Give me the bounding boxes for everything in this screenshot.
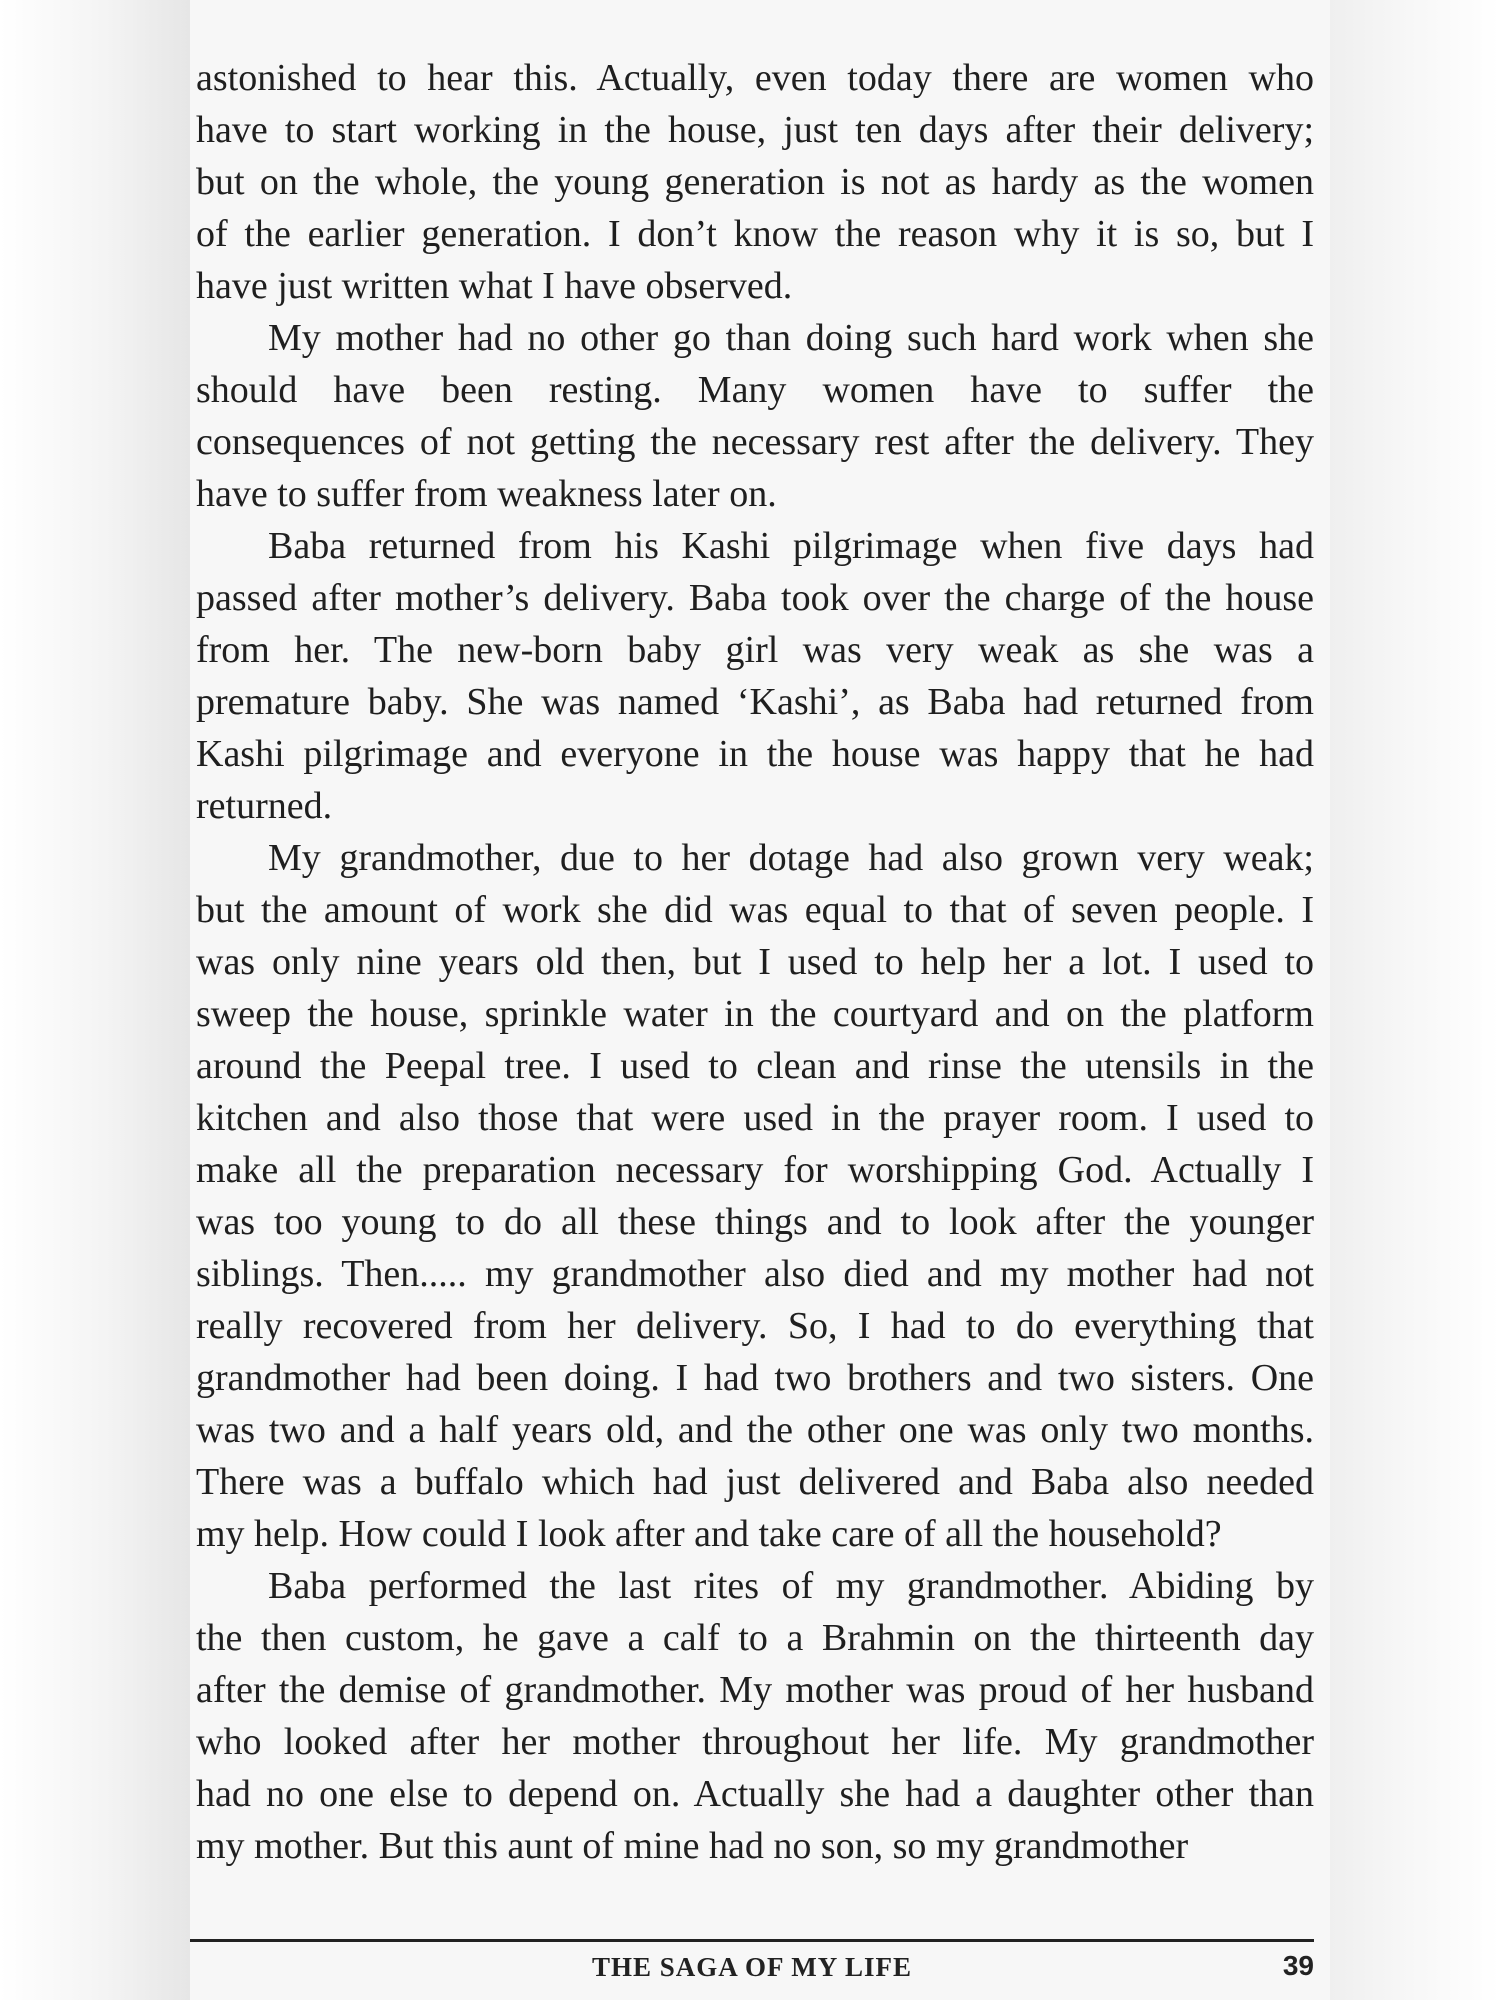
text-line: have to start working in the house, just ten days after their delivery;	[196, 109, 1314, 151]
text-line: Baba returned from his Kashi pilgrimage when five days had	[268, 525, 1314, 567]
text-line: siblings. Then..... my grandmother also died and my mother had not	[196, 1253, 1314, 1295]
text-line: Baba performed the last rites of my grandmother. Abiding by	[268, 1565, 1314, 1607]
paragraph	[196, 312, 1314, 520]
text-line: kitchen and also those that were used in the prayer room. I used to	[196, 1097, 1314, 1139]
text-line: was too young to do all these things and to look after the younger	[196, 1201, 1314, 1243]
page-number: 39	[1282, 1950, 1314, 1981]
book-page	[190, 0, 1330, 2000]
text-line: my help. How could I look after and take care of all the household?	[196, 1513, 1222, 1555]
text-line: but on the whole, the young generation is not as hardy as the women	[196, 161, 1314, 203]
text-line: sweep the house, sprinkle water in the courtyard and on the platform	[196, 993, 1314, 1035]
text-line: astonished to hear this. Actually, even today there are women who	[196, 57, 1314, 99]
paragraph	[196, 832, 1314, 1560]
text-line: who looked after her mother throughout her life. My grandmother	[196, 1721, 1314, 1763]
text-line: have to suffer from weakness later on.	[196, 473, 777, 515]
text-line: returned.	[196, 785, 333, 827]
book-gutter-shadow	[0, 0, 190, 2000]
text-line: Kashi pilgrimage and everyone in the house was happy that he had	[196, 733, 1314, 775]
text-line: premature baby. She was named ‘Kashi’, as Baba had returned from	[196, 681, 1314, 723]
text-line: was two and a half years old, and the other one was only two months.	[196, 1409, 1314, 1451]
text-line: after the demise of grandmother. My mother was proud of her husband	[196, 1669, 1314, 1711]
text-line: from her. The new-born baby girl was very weak as she was a	[196, 629, 1314, 671]
text-line: grandmother had been doing. I had two brothers and two sisters. One	[196, 1357, 1314, 1399]
text-line: My mother had no other go than doing such hard work when she	[268, 317, 1314, 359]
paragraph	[196, 1560, 1314, 1872]
footer-rule	[190, 1939, 1314, 1942]
text-line: really recovered from her delivery. So, I had to do everything that	[196, 1305, 1314, 1347]
text-line: the then custom, he gave a calf to a Brahmin on the thirteenth day	[196, 1617, 1314, 1659]
text-line: consequences of not getting the necessary rest after the delivery. They	[196, 421, 1314, 463]
text-line: There was a buffalo which had just delivered and Baba also needed	[196, 1461, 1314, 1503]
text-line: but the amount of work she did was equal to that of seven people. I	[196, 889, 1314, 931]
running-footer-title: THE SAGA OF MY LIFE	[591, 1952, 913, 1982]
text-line: had no one else to depend on. Actually she had a daughter other than	[196, 1773, 1314, 1815]
text-line: passed after mother’s delivery. Baba took over the charge of the house	[196, 577, 1314, 619]
text-line: was only nine years old then, but I used to help her a lot. I used to	[196, 941, 1314, 983]
text-line: my mother. But this aunt of mine had no son, so my grandmother	[196, 1825, 1189, 1867]
text-line: of the earlier generation. I don’t know the reason why it is so, but I	[196, 213, 1314, 255]
text-line: should have been resting. Many women have to suffer the	[196, 369, 1314, 411]
paragraph	[196, 52, 1314, 312]
text-line: around the Peepal tree. I used to clean and rinse the utensils in the	[196, 1045, 1314, 1087]
text-line: My grandmother, due to her dotage had also grown very weak;	[268, 837, 1314, 879]
text-line: have just written what I have observed.	[196, 265, 793, 307]
page-edge-shadow	[1330, 0, 1500, 2000]
paragraph	[196, 520, 1314, 832]
page-body-text	[196, 52, 1314, 1872]
text-line: make all the preparation necessary for worshipping God. Actually I	[196, 1149, 1314, 1191]
